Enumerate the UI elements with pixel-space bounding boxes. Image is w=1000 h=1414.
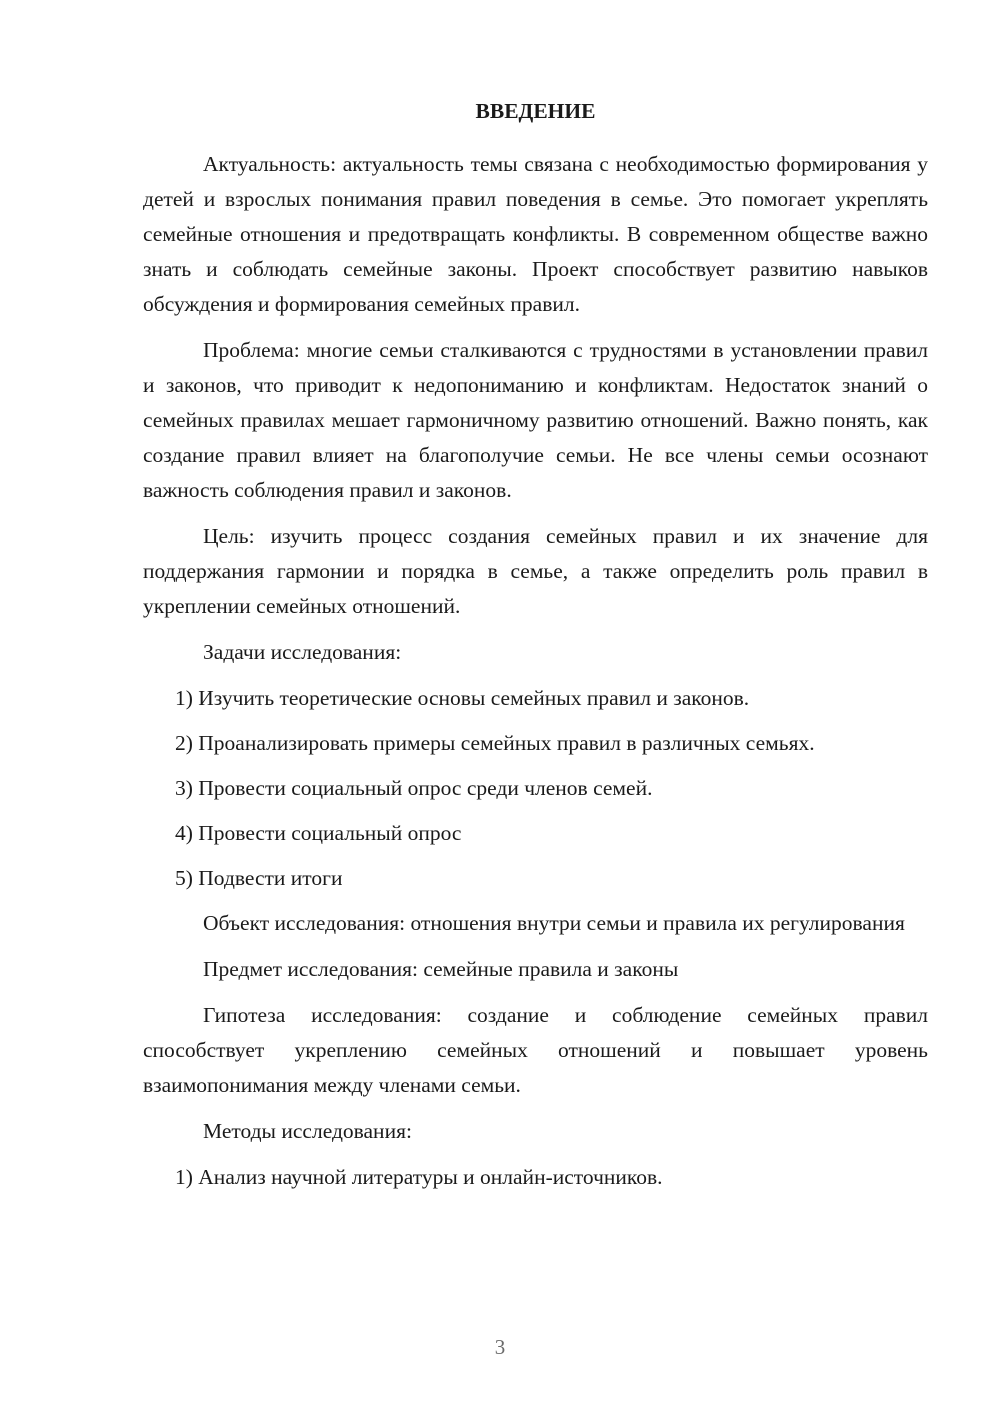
subject-paragraph: Предмет исследования: семейные правила и законы	[203, 957, 679, 981]
section-title: ВВЕДЕНИЕ	[475, 99, 596, 123]
task-item-5: 5) Подвести итоги	[175, 866, 343, 890]
task-item-2: 2) Проанализировать примеры семейных правил в различных семьях.	[175, 731, 815, 755]
hypothesis-paragraph: Гипотеза исследования: создание и соблюдение семейных правил способствует укреплению семейных отношений и повышает уровень взаимопонимания между членами семьи.	[143, 1003, 928, 1097]
tasks-heading: Задачи исследования:	[203, 640, 402, 664]
methods-heading: Методы исследования:	[203, 1119, 412, 1143]
method-item-1: 1) Анализ научной литературы и онлайн-источников.	[175, 1165, 663, 1189]
goal-paragraph: Цель: изучить процесс создания семейных правил и их значение для поддержания гармонии и порядка в семье, а также определить роль правил в укреплении семейных отношений.	[143, 524, 928, 618]
relevance-paragraph: Актуальность: актуальность темы связана с необходимостью формирования у детей и взрослых понимания правил поведения в семье. Это помогает укреплять семейные отношения и предотвращать конфликты. В современном обществе важно знать и соблюдать семейные законы. Проект способствует развитию навыков обсуждения и формирования семейных правил.	[143, 152, 928, 316]
task-item-3: 3) Провести социальный опрос среди членов семей.	[175, 776, 653, 800]
methods-list	[143, 1160, 928, 1195]
object-paragraph: Объект исследования: отношения внутри семьи и правила их регулирования	[203, 911, 905, 935]
task-item-4: 4) Провести социальный опрос	[175, 821, 462, 845]
task-item-1: 1) Изучить теоретические основы семейных правил и законов.	[175, 686, 750, 710]
tasks-list	[143, 681, 928, 896]
page-number: 3	[494, 1335, 506, 1359]
problem-paragraph: Проблема: многие семьи сталкиваются с трудностями в установлении правил и законов, что приводит к недопониманию и конфликтам. Недостаток знаний о семейных правилах мешает гармоничному развитию отношений. Важно понять, как создание правил влияет на благополучие семьи. Не все члены семьи осознают важность соблюдения правил и законов.	[143, 338, 928, 502]
